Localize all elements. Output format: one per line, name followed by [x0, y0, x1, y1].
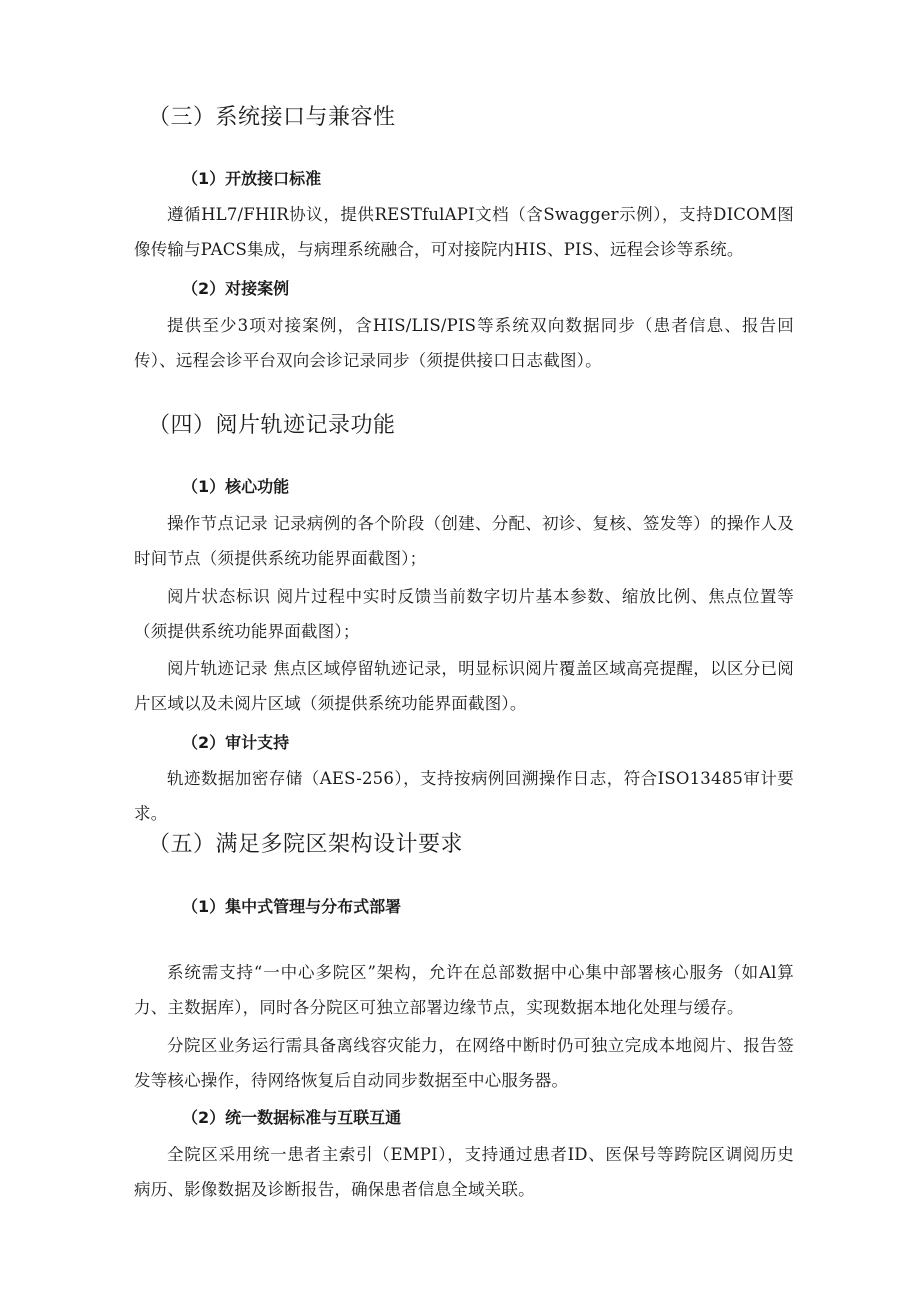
paragraph-integration-cases: 提供至少3项对接案例，含HIS/LIS/PIS等系统双向数据同步（患者信息、报告回传）、远程会诊平台双向会诊记录同步（须提供接口日志截图）。 [134, 316, 794, 370]
section-heading-multi-campus: （五）满足多院区架构设计要求 [148, 832, 464, 857]
paragraph-audit-support: 轨迹数据加密存储（AES-256），支持按病例回溯操作日志，符合ISO13485审计要求。 [134, 769, 794, 823]
subsection-heading-unified-data-standard: （2）统一数据标准与互联互通 [182, 1108, 402, 1127]
subsection-heading-centralized-management: （1）集中式管理与分布式部署 [182, 897, 402, 916]
section-heading-interface: （三）系统接口与兼容性 [148, 105, 396, 130]
subsection-heading-core-functions: （1）核心功能 [182, 477, 290, 496]
paragraph-reading-trace-record: 阅片轨迹记录 焦点区域停留轨迹记录，明显标识阅片覆盖区域高亮提醒，以区分已阅片区域以及未阅片区域（须提供系统功能界面截图）。 [134, 659, 794, 713]
paragraph-empi: 全院区采用统一患者主索引（EMPI），支持通过患者ID、医保号等跨院区调阅历史病历、影像数据及诊断报告，确保患者信息全域关联。 [134, 1145, 794, 1199]
paragraph-open-interface: 遵循HL7/FHIR协议，提供RESTfulAPI文档（含Swagger示例），支持DICOM图像传输与PACS集成，与病理系统融合，可对接院内HIS、PIS、远程会诊等系统。 [134, 205, 794, 259]
paragraph-operation-node-record: 操作节点记录 记录病例的各个阶段（创建、分配、初诊、复核、签发等）的操作人及时间节点（须提供系统功能界面截图）； [134, 514, 794, 568]
paragraph-reading-status: 阅片状态标识 阅片过程中实时反馈当前数字切片基本参数、缩放比例、焦点位置等（须提供系统功能界面截图）； [134, 587, 794, 641]
paragraph-one-center-architecture: 系统需支持“一中心多院区”架构，允许在总部数据中心集中部署核心服务（如Al算力、主数据库），同时各分院区可独立部署边缘节点，实现数据本地化处理与缓存。 [134, 963, 794, 1017]
subsection-heading-audit-support: （2）审计支持 [182, 733, 290, 752]
subsection-heading-open-interface: （1）开放接口标准 [182, 169, 322, 188]
subsection-heading-integration-cases: （2）对接案例 [182, 279, 290, 298]
section-heading-reading-trace: （四）阅片轨迹记录功能 [148, 413, 396, 438]
paragraph-offline-disaster-recovery: 分院区业务运行需具备离线容灾能力，在网络中断时仍可独立完成本地阅片、报告签发等核心操作，待网络恢复后自动同步数据至中心服务器。 [134, 1036, 794, 1090]
